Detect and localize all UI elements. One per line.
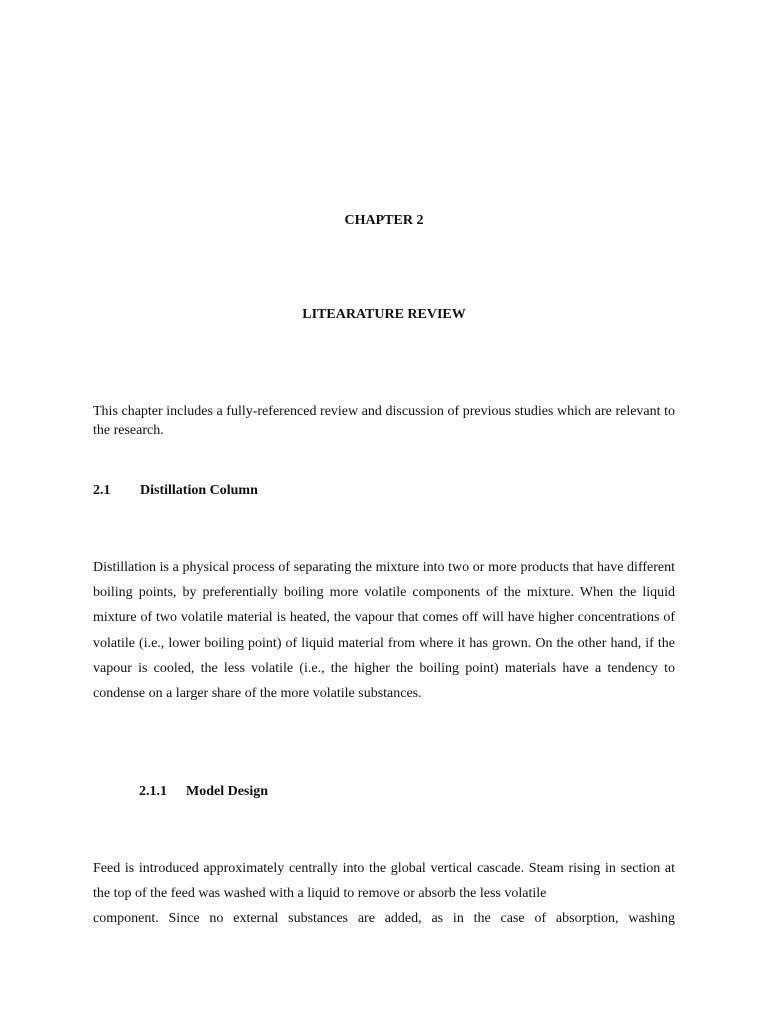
subsection-title: Model Design — [186, 784, 269, 799]
subsection-body-last-line: component. Since no external substances are added, as in the case of absorption, washing — [93, 911, 675, 927]
chapter-number: CHAPTER 2 — [344, 213, 424, 228]
section-title: Distillation Column — [140, 483, 258, 498]
subsection-number: 2.1.1 — [139, 784, 167, 799]
intro-paragraph: This chapter includes a fully-referenced review and discussion of previous studies which are relevant to the research. — [93, 404, 675, 438]
section-heading — [93, 483, 258, 499]
section-number: 2.1 — [93, 483, 111, 498]
section-body-paragraph: Distillation is a physical process of separating the mixture into two or more products that have different boiling points, by preferentially boiling more volatile components of the mixture. When the liquid mixture of two volatile material is heated, the vapour that comes off will have higher concentrations of volatile (i.e., lower boiling point) of liquid material from where it has grown. On the other hand, if the vapour is cooled, the less volatile (i.e., the higher the boiling point) materials have a tendency to condense on a larger share of the more volatile substances. — [93, 560, 675, 702]
chapter-title: LITEARATURE REVIEW — [302, 307, 466, 322]
subsection-heading — [139, 784, 268, 800]
subsection-body-text: Feed is introduced approximately centrally into the global vertical cascade. Steam rising in section at the top of the feed was washed with a liquid to remove or absorb the less volatile — [93, 861, 675, 902]
subsection-body-paragraph — [93, 856, 675, 932]
